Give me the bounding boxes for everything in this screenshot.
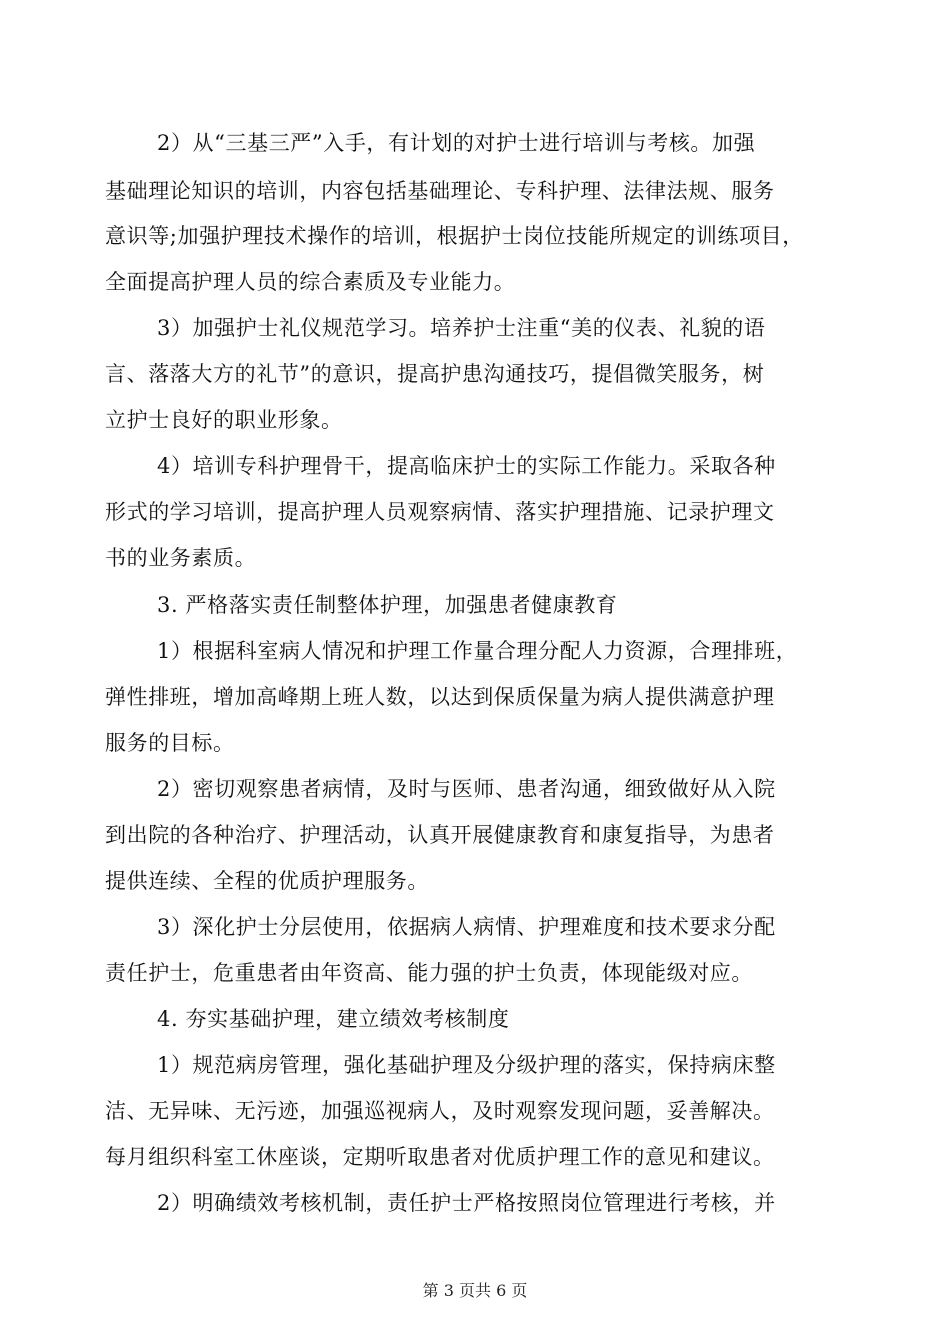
text-line: 弹性排班，增加高峰期上班人数，以达到保质保量为病人提供满意护理 <box>105 685 775 709</box>
text-line: 基础理论知识的培训，内容包括基础理论、专科护理、法律法规、服务 <box>105 179 775 203</box>
text-line: 全面提高护理人员的综合素质及专业能力。 <box>105 270 516 294</box>
text-line: 2）从“三基三严”入手，有计划的对护士进行培训与考核。加强 <box>157 131 756 155</box>
text-line: 洁、无异味、无污迹，加强巡视病人，及时观察发现问题，妥善解决。 <box>105 1099 775 1123</box>
text-line: 2）密切观察患者病情，及时与医师、患者沟通，细致做好从入院 <box>157 777 776 801</box>
text-line: 形式的学习培训，提高护理人员观察病情、落实护理措施、记录护理文 <box>105 500 775 524</box>
section-heading: 3. 严格落实责任制整体护理，加强患者健康教育 <box>157 593 618 617</box>
text-line: 提供连续、全程的优质护理服务。 <box>105 869 429 893</box>
text-line: 服务的目标。 <box>105 731 235 755</box>
text-line: 1）根据科室病人情况和护理工作量合理分配人力资源，合理排班， <box>157 639 798 663</box>
text-line: 4）培训专科护理骨干，提高临床护士的实际工作能力。采取各种 <box>157 454 776 478</box>
text-line: 3）深化护士分层使用，依据病人病情、护理难度和技术要求分配 <box>157 915 776 939</box>
text-line: 1）规范病房管理，强化基础护理及分级护理的落实，保持病床整 <box>157 1053 776 1077</box>
text-line: 书的业务素质。 <box>105 546 257 570</box>
text-line: 到出院的各种治疗、护理活动，认真开展健康教育和康复指导，为患者 <box>105 823 775 847</box>
page-number-footer: 第 3 页共 6 页 <box>422 1281 528 1300</box>
text-line: 2）明确绩效考核机制，责任护士严格按照岗位管理进行考核，并 <box>157 1191 776 1215</box>
section-heading: 4. 夯实基础护理，建立绩效考核制度 <box>157 1007 510 1031</box>
text-line: 责任护士，危重患者由年资高、能力强的护士负责，体现能级对应。 <box>105 961 753 985</box>
text-line: 3）加强护士礼仪规范学习。培养护士注重“美的仪表、礼貌的语 <box>157 316 766 340</box>
text-line: 言、落落大方的礼节”的意识，提高护患沟通技巧，提倡微笑服务，树 <box>105 362 765 386</box>
text-line: 意识等;加强护理技术操作的培训，根据护士岗位技能所规定的训练项目， <box>105 224 804 248</box>
text-line: 立护士良好的职业形象。 <box>105 408 343 432</box>
text-line: 每月组织科室工休座谈，定期听取患者对优质护理工作的意见和建议。 <box>105 1145 775 1169</box>
